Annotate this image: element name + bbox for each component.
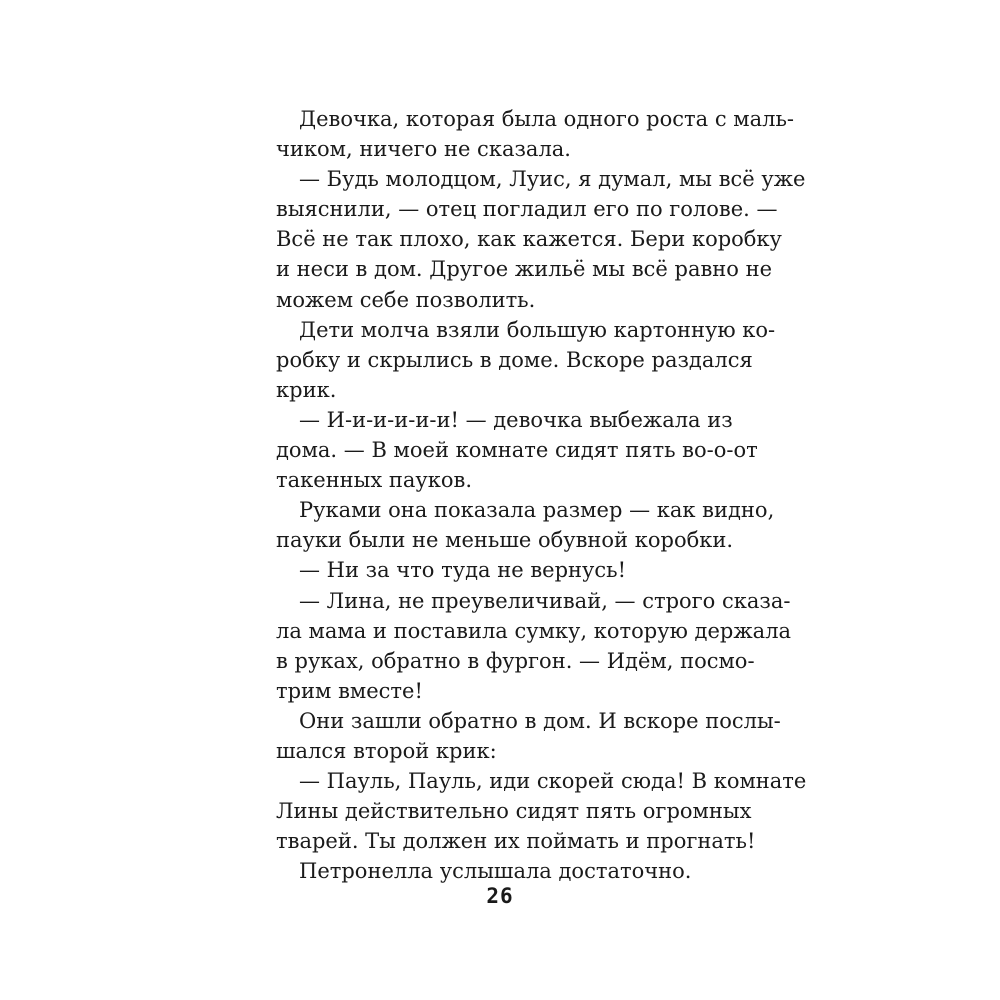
text-line: Всё не так плохо, как кажется. Бери коробку bbox=[276, 227, 782, 252]
text-line: Лины действительно сидят пять огромных bbox=[276, 799, 752, 824]
text-line: Они зашли обратно в дом. И вскоре послы- bbox=[299, 708, 781, 733]
text-line: шался второй крик: bbox=[276, 738, 497, 763]
text-line: крик. bbox=[276, 377, 337, 402]
text-line: Руками она показала размер — как видно, bbox=[299, 498, 775, 523]
text-line: — Лина, не преувеличивай, — строго сказа- bbox=[299, 588, 791, 613]
body-text bbox=[276, 104, 807, 886]
text-line: робку и скрылись в доме. Вскоре раздался bbox=[276, 347, 753, 372]
text-line: такенных пауков. bbox=[276, 468, 473, 493]
text-line: выяснили, — отец погладил его по голове. — bbox=[276, 197, 778, 222]
text-line: чиком, ничего не сказала. bbox=[276, 137, 571, 162]
text-line: — И-и-и-и-и-и! — девочка выбежала из bbox=[299, 407, 733, 432]
text-line: — Будь молодцом, Луис, я думал, мы всё уже bbox=[299, 167, 806, 192]
text-line: трим вместе! bbox=[276, 678, 423, 703]
text-line: тварей. Ты должен их поймать и прогнать! bbox=[276, 829, 756, 854]
text-line: пауки были не меньше обувной коробки. bbox=[276, 528, 734, 553]
text-line: в руках, обратно в фургон. — Идём, посмо- bbox=[276, 648, 755, 673]
text-line: — Пауль, Пауль, иди скорей сюда! В комнате bbox=[299, 769, 807, 794]
text-line: можем себе позволить. bbox=[276, 287, 536, 312]
text-line: и неси в дом. Другое жильё мы всё равно не bbox=[276, 257, 773, 282]
text-line: Петронелла услышала достаточно. bbox=[299, 859, 692, 884]
text-line: дома. — В моей комнате сидят пять во-о-от bbox=[276, 438, 758, 463]
page-number: 26 bbox=[486, 884, 514, 908]
text-line: Девочка, которая была одного роста с маль- bbox=[299, 107, 795, 131]
text-line: Дети молча взяли большую картонную ко- bbox=[299, 317, 776, 342]
text-line: ла мама и поставила сумку, которую держала bbox=[276, 618, 792, 643]
text-line: — Ни за что туда не вернусь! bbox=[299, 558, 627, 583]
